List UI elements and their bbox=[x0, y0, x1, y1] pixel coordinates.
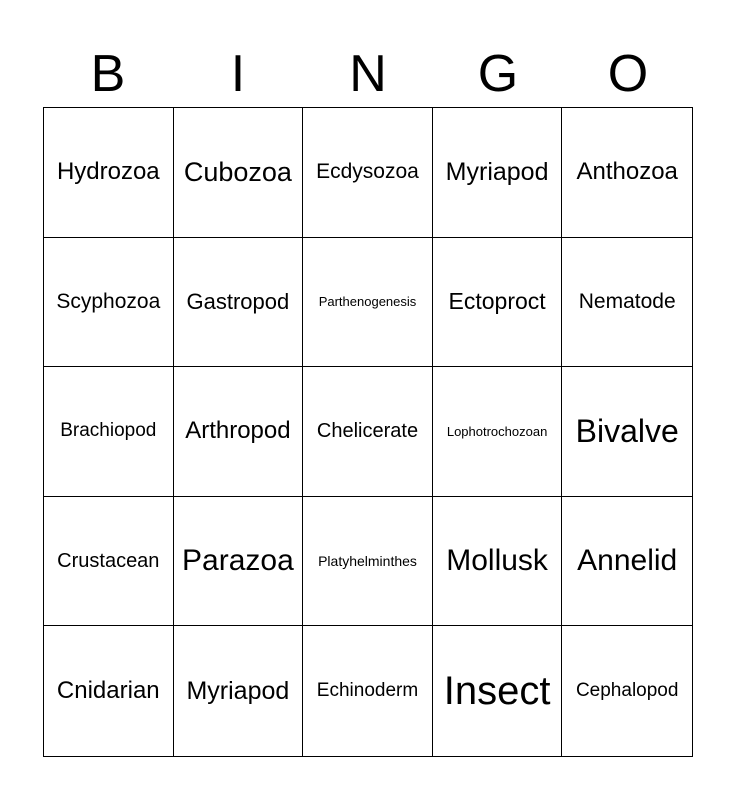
bingo-cell[interactable]: Bivalve bbox=[562, 367, 692, 497]
bingo-cell[interactable]: Arthropod bbox=[174, 367, 304, 497]
header-letter-i: I bbox=[230, 45, 246, 103]
bingo-cell[interactable]: Parthenogenesis bbox=[303, 238, 433, 368]
bingo-cell[interactable]: Insect bbox=[433, 626, 563, 756]
bingo-board bbox=[43, 107, 693, 757]
bingo-cell[interactable]: Scyphozoa bbox=[44, 238, 174, 368]
bingo-cell[interactable]: Cephalopod bbox=[575, 680, 679, 702]
header-letter-g: G bbox=[477, 45, 519, 103]
bingo-cell[interactable]: Crustacean bbox=[44, 497, 174, 627]
header-letter-o: O bbox=[607, 45, 649, 103]
bingo-cell[interactable]: Chelicerate bbox=[303, 367, 433, 497]
bingo-cell[interactable]: Ectoproct bbox=[433, 238, 563, 368]
bingo-cell[interactable]: Lophotrochozoan bbox=[433, 367, 563, 497]
bingo-cell[interactable]: Cubozoa bbox=[174, 108, 304, 238]
bingo-cell[interactable]: Hydrozoa bbox=[44, 108, 174, 238]
bingo-cell[interactable]: Brachiopod bbox=[44, 367, 174, 497]
bingo-cell[interactable]: Mollusk bbox=[433, 497, 563, 627]
bingo-cell[interactable]: Parazoa bbox=[174, 497, 304, 627]
bingo-cell[interactable]: Echinoderm bbox=[303, 626, 433, 756]
bingo-cell[interactable]: Cnidarian bbox=[44, 626, 174, 756]
header-letter-b: B bbox=[90, 45, 126, 103]
bingo-cell[interactable]: Anthozoa bbox=[562, 108, 692, 238]
bingo-cell[interactable]: Myriapod bbox=[174, 626, 304, 756]
bingo-cell[interactable]: Gastropod bbox=[174, 238, 304, 368]
bingo-cell[interactable]: Annelid bbox=[562, 497, 692, 627]
bingo-cell[interactable]: Platyhelminthes bbox=[303, 497, 433, 627]
bingo-header bbox=[43, 40, 693, 108]
bingo-cell[interactable]: Nematode bbox=[562, 238, 692, 368]
bingo-cell[interactable]: Ecdysozoa bbox=[303, 108, 433, 238]
header-letter-n: N bbox=[349, 45, 387, 103]
bingo-cell[interactable]: Myriapod bbox=[433, 108, 563, 238]
